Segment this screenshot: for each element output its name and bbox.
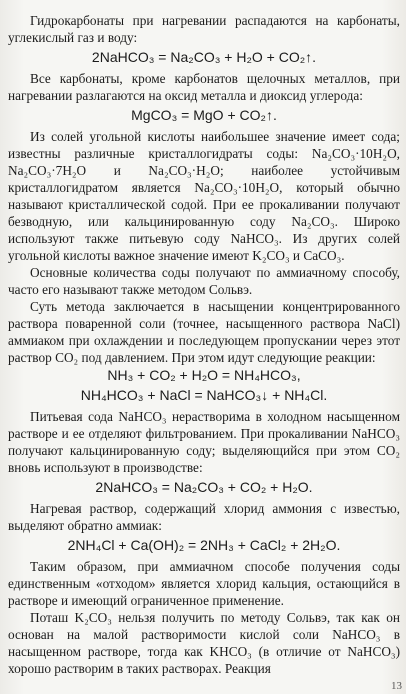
equation-ammonia-regeneration: 2NH₄Cl + Ca(OH)₂ = 2NH₃ + CaCl₂ + 2H₂O. bbox=[67, 537, 341, 553]
paragraph-potash: Поташ K₂CO₃ нельзя получить по методу Сольвэ, так как он основан на малой растворимости кислой соли NaHCO₃ в насыщенном растворе, тогда как KHCO₃ (в отличие от NaHCO₃) хорошо растворим в таких растворах. Реакция bbox=[8, 610, 400, 676]
paragraph-ammonia-recovery: Нагревая раствор, содержащий хлорид аммония с известью, выделяют обратно аммиак: bbox=[8, 501, 400, 533]
paragraph-ammonia-method: Основные количества соды получают по аммиачному способу, часто его называют также методом Сольвэ. bbox=[8, 265, 400, 297]
equation-mgco3-decomposition: MgCO₃ = MgO + CO₂↑. bbox=[131, 107, 277, 123]
paragraph-carbonates-heating: Все карбонаты, кроме карбонатов щелочных металлов, при нагревании разлагаются на оксид металла и диоксид углерода: bbox=[8, 71, 400, 103]
equation-nahco3-decomposition: 2NaHCO₃ = Na₂CO₃ + H₂O + CO₂↑. bbox=[91, 49, 317, 65]
paragraph-soda-hydrates: Из солей угольной кислоты наибольшее значение имеет сода; известны различные кристаллогидраты соды: Na₂CO₃·10H₂O, Na₂CO₃·7H₂O и Na₂CO₃·H₂O; наиболее устойчивым кристаллогидратом является Na₂CO₃·10H₂O, который обычно называют кристаллической содой. При ее прокаливании получают безводную, или кальцинированную соду Na₂CO₃. Широко используют также питьевую соду NaHCO₃. Из других солей угольной кислоты важное значение имеют K₂CO₃ и CaCO₃. bbox=[8, 129, 400, 263]
paragraph-method-essence: Суть метода заключается в насыщении концентрированного раствора поваренной соли (точнее, насыщенного раствора NaCl) аммиаком при охлаждении и последующем пропускании через этот раствор CO₂ под давлением. При этом идут следующие реакции: bbox=[8, 299, 400, 365]
equation-calcination: 2NaHCO₃ = Na₂CO₃ + CO₂ + H₂O. bbox=[95, 479, 313, 495]
page-text-body bbox=[8, 12, 400, 677]
equation-sodium-bicarbonate-precipitation: NH₄HCO₃ + NaCl = NaHCO₃↓ + NH₄Cl. bbox=[80, 387, 328, 403]
paragraph-bicarbonate-decomposition: Гидрокарбонаты при нагревании распадаются на карбонаты, углекислый газ и воду: bbox=[8, 13, 400, 45]
paragraph-waste-calcium-chloride: Таким образом, при аммиачном способе получения соды единственным «отходом» является хлорид кальция, остающийся в растворе и имеющий ограниченное применение. bbox=[8, 559, 400, 608]
page-number: 13 bbox=[391, 680, 402, 692]
paragraph-drinking-soda: Питьевая сода NaHCO₃ нерастворима в холодном насыщенном растворе и ее отделяют фильтрованием. При прокаливании NaHCO₃ получают кальцинированную соду; выделяющийся при этом CO₂ вновь используют в производстве: bbox=[8, 409, 400, 475]
equation-ammonium-bicarbonate: NH₃ + CO₂ + H₂O = NH₄HCO₃, bbox=[107, 367, 301, 383]
